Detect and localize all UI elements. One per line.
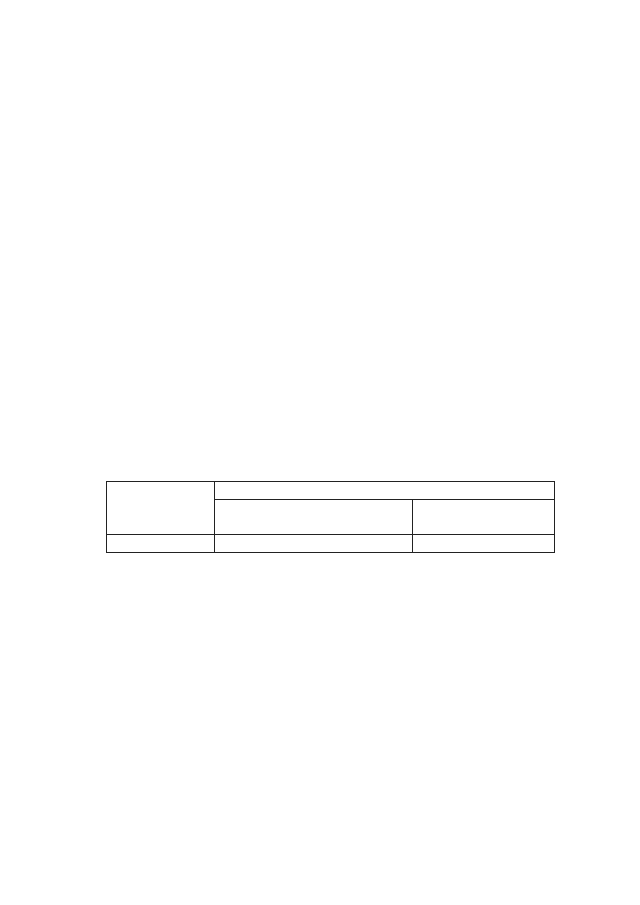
header-point-designation [107, 482, 215, 535]
column-number-1 [107, 535, 215, 553]
header-x [214, 500, 412, 535]
header-coordinates [214, 482, 554, 500]
coordinates-table [106, 481, 555, 553]
column-number-3 [412, 535, 554, 553]
column-number-2 [214, 535, 412, 553]
header-y [412, 500, 554, 535]
